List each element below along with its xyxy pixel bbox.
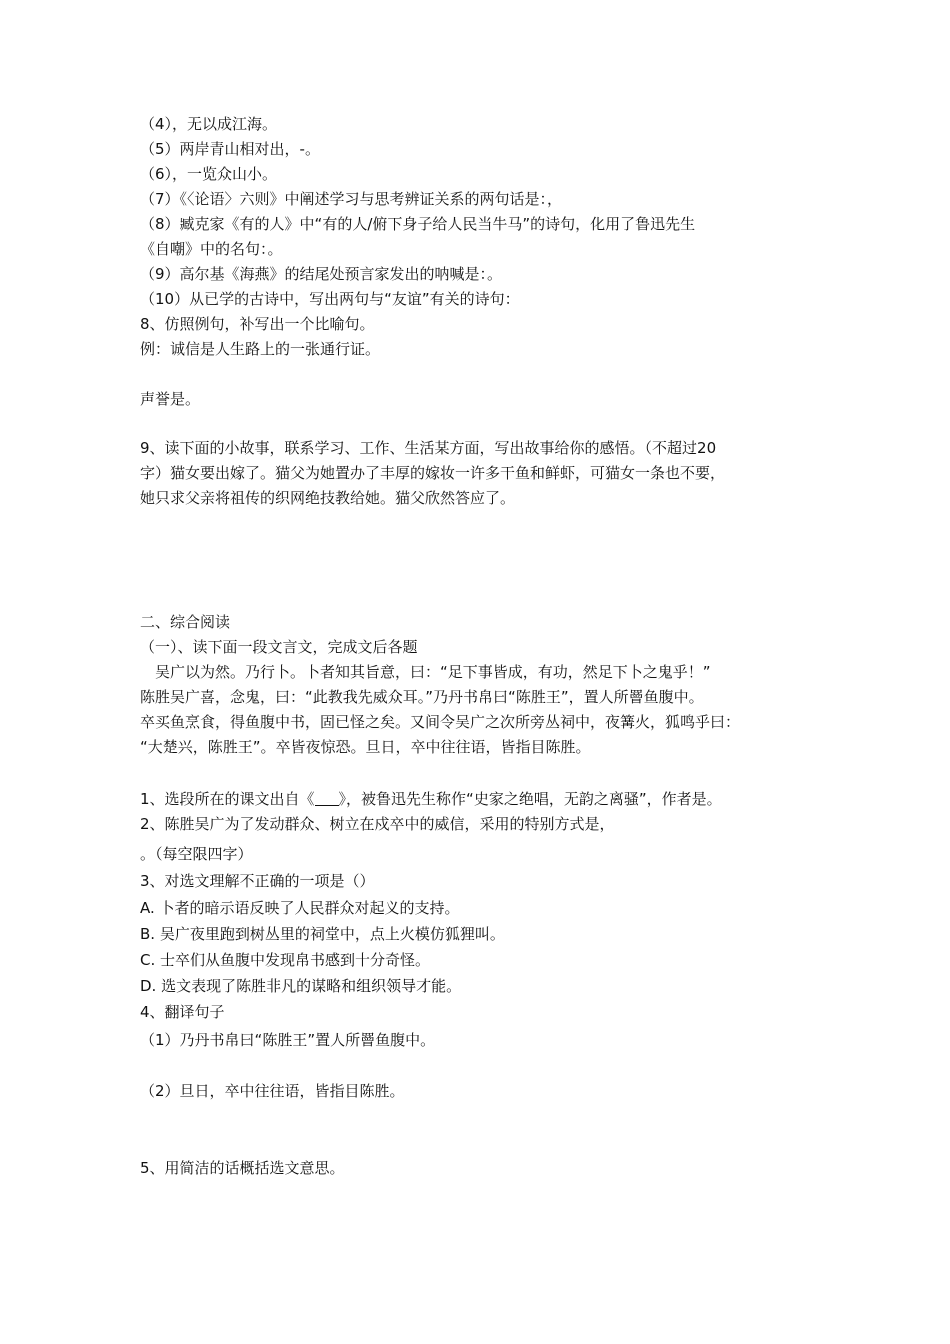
- passage-line: 陈胜吴广喜，念鬼，曰：“此教我先威众耳。”乃丹书帛曰“陈胜王”，置人所罾鱼腹中。: [140, 688, 704, 706]
- imitation-prompt: 8、仿照例句，补写出一个比喻句。: [140, 315, 375, 333]
- passage-line: “大楚兴，陈胜王”。卒皆夜惊恐。旦日，卒中往往语，皆指目陈胜。: [140, 738, 591, 756]
- option-b: B. 吴广夜里跑到树丛里的祠堂中，点上火模仿狐狸叫。: [140, 925, 505, 943]
- sub-title: （一）、读下面一段文言文，完成文后各题: [140, 638, 418, 656]
- question-3: 3、对选文理解不正确的一项是（）: [140, 872, 375, 890]
- section-title: 二、综合阅读: [140, 613, 231, 631]
- fill-in-q6: （6），一览众山小。: [140, 165, 278, 183]
- fill-in-q8-line1: （8）臧克家《有的人》中“有的人/俯下身子给人民当牛马”的诗句，化用了鲁迅先生: [140, 215, 696, 233]
- imitation-answer-stem: 声誉是。: [140, 390, 201, 408]
- answer-blank: [315, 789, 339, 806]
- question-1: [140, 787, 840, 812]
- question-4-2: （2）旦日，卒中往往语，皆指目陈胜。: [140, 1082, 405, 1100]
- passage-line: 吴广以为然。乃行卜。卜者知其旨意，曰：“足下事皆成，有功，然足下卜之鬼乎！”: [140, 663, 711, 681]
- question-2-note: 。（每空限四字）: [140, 845, 253, 863]
- story-line-1: 9、读下面的小故事，联系学习、工作、生活某方面，写出故事给你的感悟。（不超过20: [140, 439, 717, 457]
- fill-in-q9: （9）高尔基《海燕》的结尾处预言家发出的呐喊是：。: [140, 265, 503, 283]
- fill-in-q8-line2: 《自嘲》中的名句：。: [140, 240, 283, 258]
- option-a: A. 卜者的暗示语反映了人民群众对起义的支持。: [140, 899, 460, 917]
- fill-in-q7: （7）《〈论语〉六则》中阐述学习与思考辨证关系的两句话是：，: [140, 190, 563, 208]
- option-d: D. 选文表现了陈胜非凡的谋略和组织领导才能。: [140, 977, 462, 995]
- story-line-2: 字）猫女要出嫁了。猫父为她置办了丰厚的嫁妆一许多干鱼和鲜虾，可猫女一条也不要，: [140, 464, 726, 482]
- question-2: 2、陈胜吴广为了发动群众、树立在戍卒中的威信，采用的特别方式是，: [140, 815, 615, 833]
- story-line-3: 她只求父亲将祖传的织网绝技教给她。猫父欣然答应了。: [140, 489, 516, 507]
- option-c: C. 士卒们从鱼腹中发现帛书感到十分奇怪。: [140, 951, 431, 969]
- passage-line: 卒买鱼烹食，得鱼腹中书，固已怪之矣。又间令吴广之次所旁丛祠中，夜篝火，狐鸣乎曰：: [140, 713, 741, 731]
- question-4: 4、翻译句子: [140, 1003, 225, 1021]
- question-1-end: 》，被鲁迅先生称作“史家之绝唱，无韵之离骚”，作者是。: [338, 790, 722, 808]
- fill-in-q5: （5）两岸青山相对出，-。: [140, 140, 320, 158]
- question-1-start: 1、选段所在的课文出自《: [140, 790, 315, 808]
- question-4-1: （1）乃丹书帛曰“陈胜王”置人所罾鱼腹中。: [140, 1031, 436, 1049]
- fill-in-q10: （10）从已学的古诗中，写出两句与“友谊”有关的诗句：: [140, 290, 520, 308]
- question-5: 5、用简洁的话概括选文意思。: [140, 1159, 345, 1177]
- fill-in-q4: （4），无以成江海。: [140, 115, 278, 133]
- imitation-example: 例：诚信是人生路上的一张通行证。: [140, 340, 381, 358]
